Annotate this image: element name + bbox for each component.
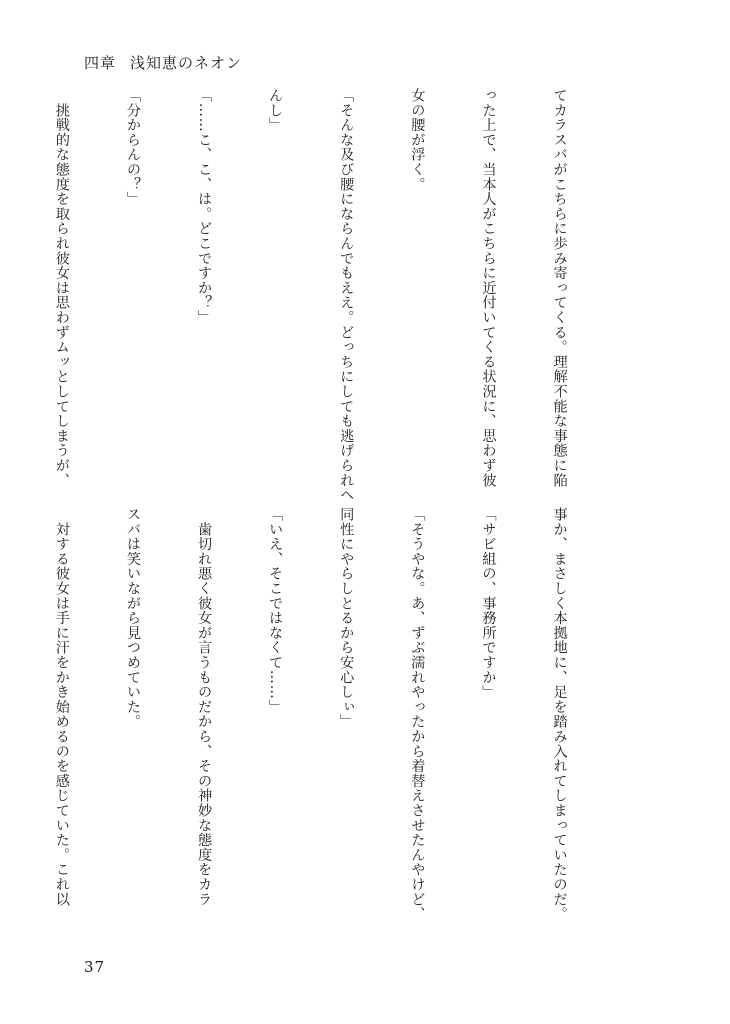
page-number: 37 [84,958,106,976]
text-line: 対する彼女は手に汗をかき始めるのを感じていた。これ以 [53,507,70,907]
running-head [84,52,242,73]
lower-text-block [53,507,618,922]
text-line: 歯切れ悪く彼女が言うものだから、その神妙な態度をカラ [196,507,213,907]
text-line: てカラスバがこちらに歩み寄ってくる。理解不能な事態に陥 [551,88,568,488]
text-line: 女の腰が浮く。 [409,88,426,192]
text-line: った上で、当本人がこちらに近付いてくる状況に、思わず彼 [480,88,497,488]
text-line: 「……こ、こ、は。どこですか？」 [196,88,213,325]
text-line: 「そんな及び腰にならんでもええ。どっちにしても逃げられへ [338,88,355,503]
text-line: スバは笑いながら見つめていた。 [124,507,141,729]
text-line [0,507,2,912]
chapter-number: 四章 [84,54,117,72]
text-line: 同性にやらしとるから安心しぃ」 [338,507,355,729]
chapter-title: 浅知恵のネオン [130,54,243,72]
text-line: 事か、まさしく本拠地に、足を踏み入れてしまっていたのだ。 [551,507,568,922]
text-line: 挑戦的な態度を取られ彼女は思わずムッとしてしまうが、 [53,88,70,488]
text-line: 「そうやな。あ、ずぶ濡れやったから着替えさせたんやけど、 [409,507,426,922]
text-line: んし」 [267,88,284,133]
upper-text-block [53,88,618,503]
text-line: 「サビ組の、事務所ですか」 [480,507,497,700]
text-line [0,88,2,493]
text-line: 「分からんの？」 [124,88,141,207]
text-line: 「いえ、そこではなくて……」 [267,507,284,715]
